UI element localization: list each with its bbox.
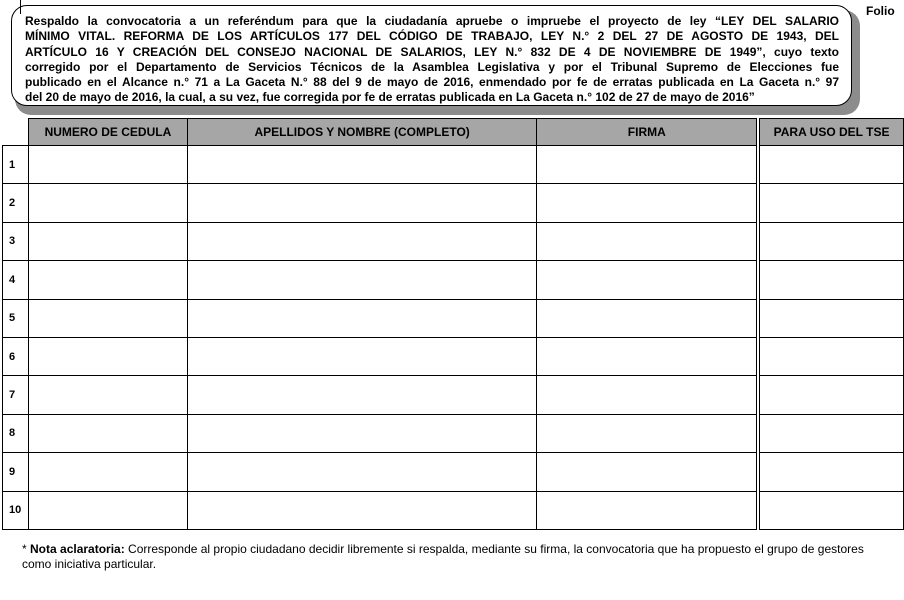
firma-cell[interactable]	[537, 376, 757, 414]
nombre-cell[interactable]	[187, 453, 537, 491]
header-nombre: APELLIDOS Y NOMBRE (COMPLETO)	[187, 119, 537, 146]
table-row	[3, 146, 904, 184]
row-number: 5	[3, 299, 29, 337]
table-header-row	[3, 119, 904, 146]
nombre-cell[interactable]	[187, 376, 537, 414]
folio-label: Folio	[866, 4, 895, 18]
footnote-label: Nota aclaratoria:	[30, 542, 125, 556]
row-number: 9	[3, 453, 29, 491]
firma-cell[interactable]	[537, 337, 757, 375]
tse-cell	[760, 299, 904, 337]
cedula-cell[interactable]	[28, 222, 187, 260]
firma-cell[interactable]	[537, 261, 757, 299]
nombre-cell[interactable]	[187, 146, 537, 184]
table-row	[3, 376, 904, 414]
tse-cell	[760, 222, 904, 260]
referendum-notice-box	[11, 5, 852, 106]
row-number: 4	[3, 261, 29, 299]
tse-cell	[760, 491, 904, 529]
tse-cell	[760, 184, 904, 222]
table-row	[3, 414, 904, 452]
notice-line-2: MÍNIMO VITAL. REFORMA DE LOS ARTÍCULOS 177 DEL CÓDIGO DE TRABAJO, LEY N.° 2 DEL 27 DE AGOSTO DE 1943, DEL	[25, 29, 839, 44]
cedula-cell[interactable]	[28, 414, 187, 452]
nombre-cell[interactable]	[187, 299, 537, 337]
row-number: 8	[3, 414, 29, 452]
cedula-cell[interactable]	[28, 146, 187, 184]
cedula-cell[interactable]	[28, 299, 187, 337]
header-cedula: NUMERO DE CEDULA	[28, 119, 187, 146]
table-row	[3, 491, 904, 529]
nombre-cell[interactable]	[187, 414, 537, 452]
footnote	[22, 542, 888, 572]
cedula-cell[interactable]	[28, 261, 187, 299]
table-row	[3, 261, 904, 299]
firma-cell[interactable]	[537, 299, 757, 337]
footnote-text: Corresponde al propio ciudadano decidir libremente si respalda, mediante su firma, la convocatoria que ha propuesto el grupo de gestores como iniciativa particular.	[22, 542, 864, 571]
header-tse: PARA USO DEL TSE	[760, 119, 904, 146]
tse-cell	[760, 337, 904, 375]
firma-cell[interactable]	[537, 184, 757, 222]
firma-cell[interactable]	[537, 453, 757, 491]
firma-cell[interactable]	[537, 414, 757, 452]
firma-cell[interactable]	[537, 222, 757, 260]
signature-table	[2, 118, 904, 530]
table-row	[3, 222, 904, 260]
cedula-cell[interactable]	[28, 337, 187, 375]
header-blank-cell	[3, 119, 29, 146]
firma-cell[interactable]	[537, 491, 757, 529]
notice-line-1: Respaldo la convocatoria a un referéndum para que la ciudadanía apruebe o impruebe el proyecto de ley “LEY DEL SALARIO	[25, 14, 839, 28]
tse-cell	[760, 261, 904, 299]
row-number: 10	[3, 491, 29, 529]
firma-cell[interactable]	[537, 146, 757, 184]
notice-line-4: corregido por el Departamento de Servicios Técnicos de la Asamblea Legislativa y por el Tribunal Supremo de Elecciones fue	[25, 59, 839, 74]
tse-cell	[760, 453, 904, 491]
row-number: 2	[3, 184, 29, 222]
tse-cell	[760, 376, 904, 414]
notice-line-6: del 20 de mayo de 2016, la cual, a su vez, fue corregida por fe de erratas publicada en La Gaceta n.° 102 de 27 de mayo de 2016”	[25, 90, 755, 105]
table-row	[3, 184, 904, 222]
row-number: 1	[3, 146, 29, 184]
notice-line-5: publicado en el Alcance n.° 71 a La Gaceta N.° 88 del 9 de mayo de 2016, enmendado por fe de erratas publicada en La Gaceta n.° 97	[25, 75, 839, 90]
table-row	[3, 337, 904, 375]
nombre-cell[interactable]	[187, 261, 537, 299]
tse-cell	[760, 146, 904, 184]
table-row	[3, 453, 904, 491]
row-number: 6	[3, 337, 29, 375]
nombre-cell[interactable]	[187, 337, 537, 375]
cedula-cell[interactable]	[28, 376, 187, 414]
cedula-cell[interactable]	[28, 453, 187, 491]
header-firma: FIRMA	[537, 119, 757, 146]
row-number: 7	[3, 376, 29, 414]
cedula-cell[interactable]	[28, 184, 187, 222]
notice-line-3: ARTÍCULO 16 Y CREACIÓN DEL CONSEJO NACIONAL DE SALARIOS, LEY N.° 832 DE 4 DE NOVIEMBRE DE 1949”, cuyo texto	[25, 44, 839, 59]
nombre-cell[interactable]	[187, 491, 537, 529]
footnote-asterisk: *	[22, 542, 31, 556]
tse-cell	[760, 414, 904, 452]
nombre-cell[interactable]	[187, 184, 537, 222]
nombre-cell[interactable]	[187, 222, 537, 260]
row-number: 3	[3, 222, 29, 260]
corner-mark	[20, 0, 21, 14]
cedula-cell[interactable]	[28, 491, 187, 529]
table-row	[3, 299, 904, 337]
